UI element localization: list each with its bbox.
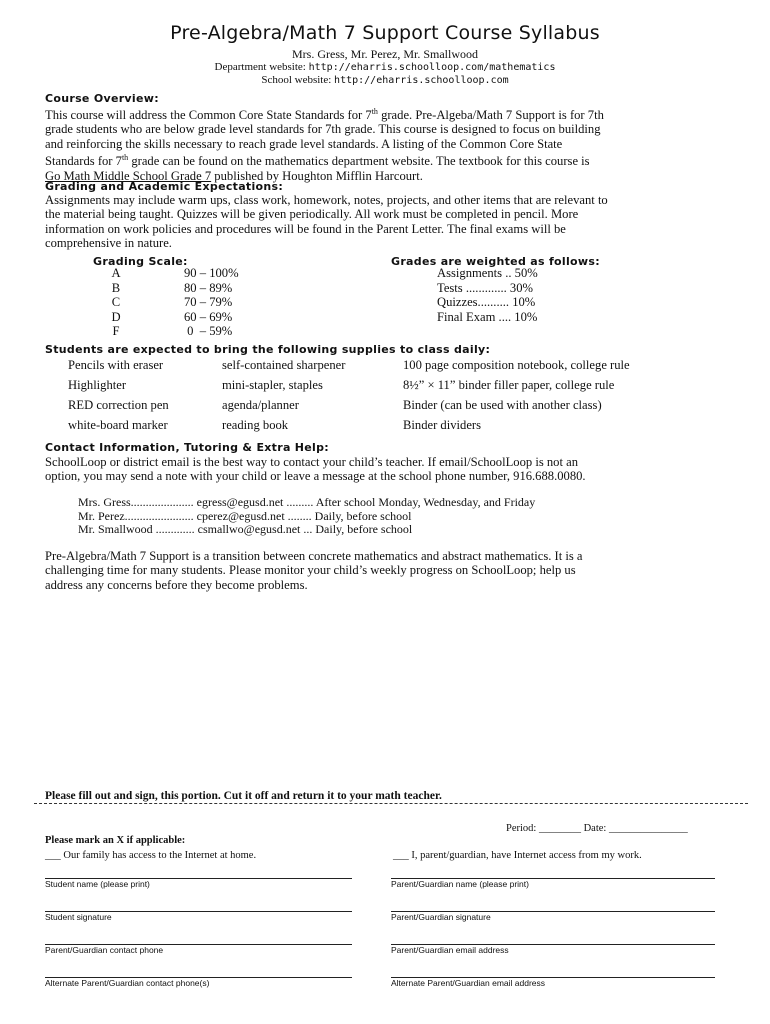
alternate-phone-field[interactable]: Alternate Parent/Guardian contact phone(s) [45,977,352,988]
supplies-row: RED correction pen agenda/planner Binder (can be used with another class) [68,398,602,412]
grade-weight-row: Tests ............. 30% [437,280,534,295]
teacher-contact-row: Mrs. Gress..................... egress@egusd.net ......... After school Monday, Wednesday, and Friday [78,495,536,509]
parent-email-field[interactable]: Parent/Guardian email address [391,944,715,955]
teacher-contact-row: Mr. Perez....................... cperez@egusd.net ........ Daily, before school [78,508,412,523]
cut-line [34,803,748,804]
supplies-table [68,358,758,438]
page-title: Pre-Algebra/Math 7 Support Course Syllabus [170,22,600,44]
grade-weights-table [437,266,538,324]
supplies-heading: Students are expected to bring the following supplies to class daily: [45,343,491,356]
grading-text: Assignments may include warm ups, class work, homework, notes, projects, and other items that are relevant to the material being taught. Quizzes will be given periodically. All work must be completed in pencil. More information on work policies and procedures will be found in the Parent Letter. The final exams will be comprehensive in nature. [45,193,608,250]
department-website-label: Department website: [214,61,306,73]
staff-names: Mrs. Gress, Mr. Perez, Mr. Smallwood [292,47,478,61]
department-website-link[interactable]: http://eharris.schoolloop.com/mathematics [308,62,556,73]
department-website [0,61,770,73]
contact-text: SchoolLoop or district email is the best way to contact your child’s teacher. If email/SchoolLoop is not an option, you may send a note with your child or leave a message at the school phone number, 916.688.0080. [45,455,586,484]
grading-scale-row: D 60 – 69% [111,309,233,324]
supplies-row: Highlighter mini-stapler, staples 8½” × 11” binder filler paper, college rule [68,378,615,392]
mark-instruction: Please mark an X if applicable: [45,835,186,846]
school-website [0,74,770,86]
teacher-contact-list [78,496,718,537]
school-website-label: School website: [261,74,332,86]
teacher-contact-row: Mr. Smallwood ............. csmallwo@egusd.net ... Daily, before school [78,522,413,536]
supplies-row: Pencils with eraser self-contained sharpener 100 page composition notebook, college rule [68,358,630,372]
textbook-title: Go Math Middle School Grade 7 [45,168,212,183]
grade-weight-row: Quizzes.......... 10% [437,295,536,309]
internet-home-checkbox[interactable]: ___ Our family has access to the Internet at home. [45,850,257,861]
form-instruction: Please fill out and sign, this portion. Cut it off and return it to your math teacher. [45,790,442,802]
grading-heading: Grading and Academic Expectations: [45,180,284,193]
course-overview-heading: Course Overview: [45,92,159,105]
contact-heading: Contact Information, Tutoring & Extra Help: [45,441,330,454]
grade-weight-row: Assignments .. 50% [437,266,538,280]
grading-scale-row: C 70 – 79% [111,295,233,309]
closing-paragraph: Pre-Algebra/Math 7 Support is a transition between concrete mathematics and abstract mathematics. It is a challenging time for many students. Please monitor your child’s weekly progress on SchoolLoop; help us address any concerns before they become problems. [45,549,583,592]
parent-name-field[interactable]: Parent/Guardian name (please print) [391,878,715,889]
grading-scale-table [96,266,239,339]
school-website-link[interactable]: http://eharris.schoolloop.com [334,75,509,86]
grade-weight-row: Final Exam .... 10% [437,309,538,324]
grade-weights-heading: Grades are weighted as follows: [391,255,600,268]
course-overview-text: This course will address the Common Core State Standards for 7th grade. Pre-Algeba/Math 7 Support is for 7th grade students who are below grade level standards for 7th grade. This course is designed to focus on building and reinforcing the skills necessary to reach grade level standards. A listing of the Common Core State Standards for 7th grade can be found on the mathematics department website. The textbook for this course is Go Math Middle School Grade 7 published by Houghton Mifflin Harcourt. [45,107,604,183]
student-signature-field[interactable]: Student signature [45,911,352,922]
parent-signature-field[interactable]: Parent/Guardian signature [391,911,715,922]
alternate-email-field[interactable]: Alternate Parent/Guardian email address [391,977,715,988]
period-date-line[interactable]: Period: ________ Date: _______________ [506,823,688,834]
grading-scale-row: A 90 – 100% [111,266,239,280]
supplies-row: white-board marker reading book Binder dividers [68,418,481,432]
grading-scale-row: F 0 – 59% [112,324,233,338]
grading-scale-row: B 80 – 89% [111,280,233,295]
student-name-field[interactable]: Student name (please print) [45,878,352,889]
parent-phone-field[interactable]: Parent/Guardian contact phone [45,944,352,955]
internet-work-checkbox[interactable]: ___ I, parent/guardian, have Internet access from my work. [393,850,642,861]
grading-scale-heading: Grading Scale: [93,255,188,268]
